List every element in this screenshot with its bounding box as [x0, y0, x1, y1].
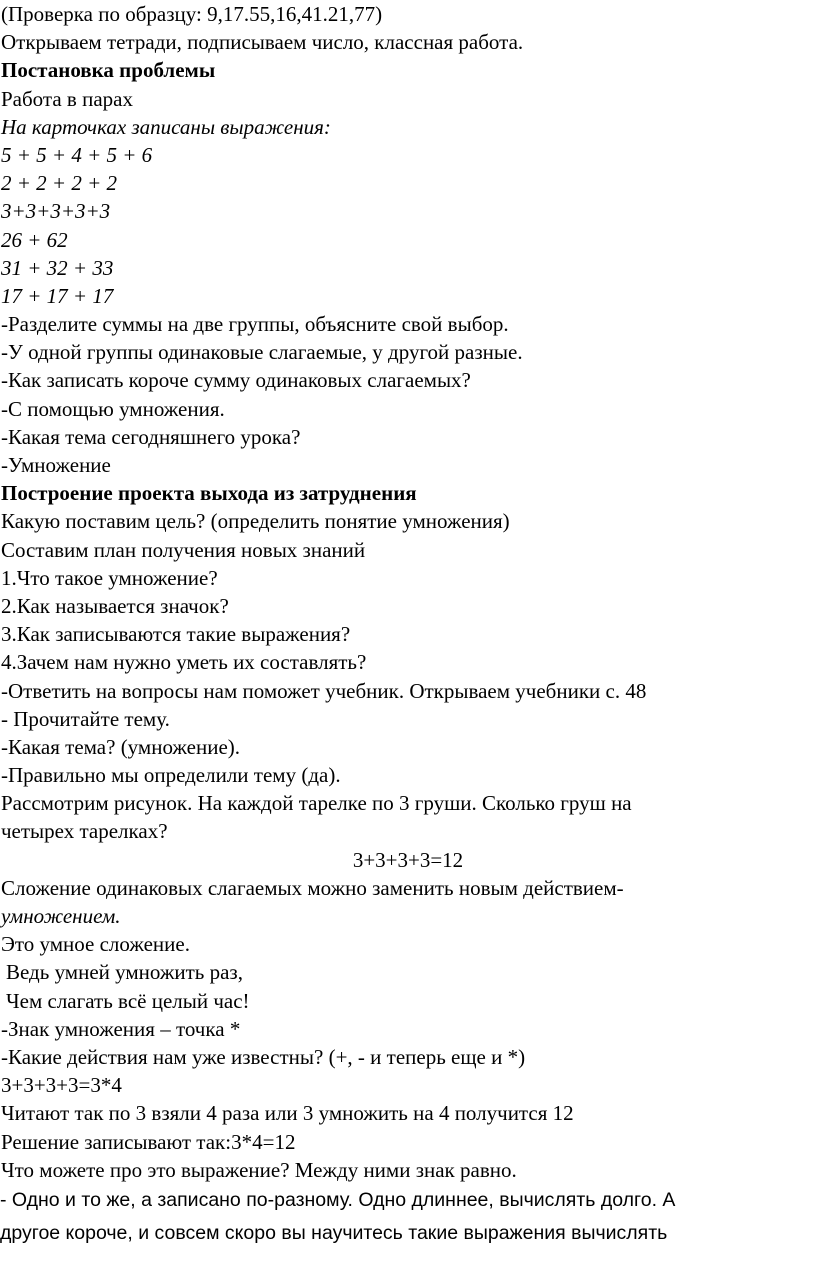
explanation-line: умножением.	[1, 904, 121, 928]
poem-line: Ведь умней умножить раз,	[6, 960, 243, 985]
reading-line: Читают так по 3 взяли 4 раза или 3 умножить на 4 получится 12	[1, 1101, 574, 1126]
solution-line: Решение записывают так:3*4=12	[1, 1129, 296, 1154]
picture-question-line: Рассмотрим рисунок. На каждой тарелке по 3 груши. Сколько груш на	[1, 791, 632, 816]
plan-item: 2.Как называется значок?	[1, 593, 229, 618]
cards-intro-line: На карточках записаны выражения:	[1, 114, 331, 139]
dialogue-line: - Прочитайте тему.	[1, 706, 170, 731]
explanation-line: Это умное сложение.	[1, 932, 190, 957]
expression-line: 26 + 62	[1, 227, 68, 252]
conclusion-line: другое короче, и совсем скоро вы научитесь такие выражения вычислять	[0, 1221, 668, 1244]
plan-item: 4.Зачем нам нужно уметь их составлять?	[1, 650, 367, 675]
dialogue-line: -Умножение	[1, 453, 111, 477]
dialogue-line: -Как записать короче сумму одинаковых слагаемых?	[1, 368, 471, 393]
poem-line: Чем слагать всё целый час!	[6, 988, 250, 1013]
sign-line: -Знак умножения – точка *	[1, 1016, 241, 1041]
centered-equation: 3+3+3+3=12	[352, 847, 464, 872]
plan-item: 1.Что такое умножение?	[1, 565, 218, 590]
expression-line: 2 + 2 + 2 + 2	[1, 171, 118, 196]
plan-line: Составим план получения новых знаний	[1, 537, 366, 562]
expression-line: 5 + 5 + 4 + 5 + 6	[1, 142, 153, 167]
goal-line: Какую поставим цель? (определить понятие умножения)	[1, 509, 510, 534]
dialogue-line: -Какая тема? (умножение).	[1, 734, 241, 759]
dialogue-line: -Ответить на вопросы нам поможет учебник. Открываем учебники с. 48	[1, 678, 647, 703]
heading-project-building: Построение проекта выхода из затруднения	[1, 481, 417, 506]
check-sample-line: (Проверка по образцу: 9,17.55,16,41.21,77)	[1, 2, 383, 26]
plan-item: 3.Как записываются такие выражения?	[1, 622, 351, 647]
open-notebooks-line: Открываем тетради, подписываем число, классная работа.	[1, 30, 524, 55]
expression-line: 31 + 32 + 33	[1, 255, 114, 280]
dialogue-line: -Какая тема сегодняшнего урока?	[1, 424, 301, 449]
expression-line: 3+3+3+3+3	[1, 199, 111, 224]
explanation-line: Сложение одинаковых слагаемых можно заменить новым действием-	[1, 875, 624, 900]
dialogue-line: -Правильно мы определили тему (да).	[1, 763, 341, 788]
dialogue-line: -Разделите суммы на две группы, объясните свой выбор.	[1, 312, 509, 337]
pair-work-line: Работа в парах	[1, 86, 133, 111]
question-line: Что можете про это выражение? Между ними знак равно.	[1, 1157, 517, 1182]
expression-line: 17 + 17 + 17	[1, 283, 114, 308]
heading-problem-statement: Постановка проблемы	[1, 58, 216, 83]
conclusion-line: - Одно и то же, а записано по-разному. Одно длиннее, вычислять долго. А	[0, 1188, 676, 1211]
dialogue-line: -Какие действия нам уже известны? (+, - и теперь еще и *)	[1, 1044, 526, 1069]
equation-line: 3+3+3+3=3*4	[1, 1073, 122, 1098]
dialogue-line: -У одной группы одинаковые слагаемые, у другой разные.	[1, 340, 523, 365]
picture-question-line: четырех тарелках?	[1, 819, 168, 844]
dialogue-line: -С помощью умножения.	[1, 396, 225, 421]
